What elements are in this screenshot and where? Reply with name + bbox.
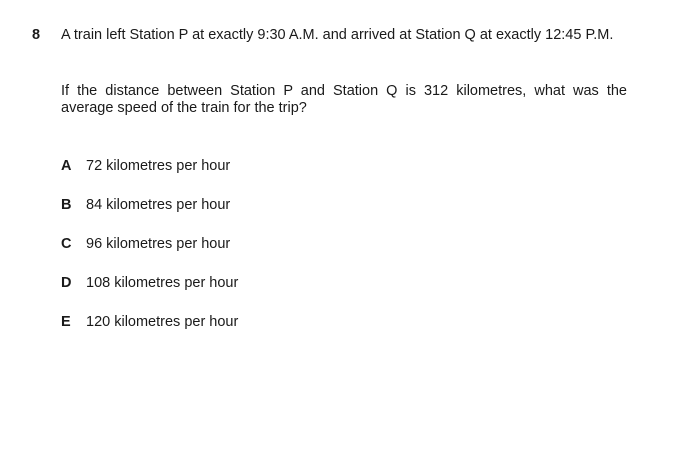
question-number: 8 [32,27,41,43]
option-c[interactable] [61,236,238,275]
question-stem: A train left Station P at exactly 9:30 A.M. and arrived at Station Q at exactly 12:45 P.M. [61,27,614,43]
answer-options [61,158,238,353]
option-a[interactable] [61,158,238,197]
option-text: 120 kilometres per hour [86,314,239,330]
option-text: 108 kilometres per hour [86,275,239,291]
option-e[interactable] [61,314,238,353]
option-d[interactable] [61,275,238,314]
option-letter: D [61,275,72,291]
option-text: 84 kilometres per hour [86,197,231,213]
option-b[interactable] [61,197,238,236]
option-letter: A [61,158,72,174]
option-letter: C [61,236,72,252]
option-letter: E [61,314,71,330]
option-text: 96 kilometres per hour [86,236,231,252]
question-prompt: If the distance between Station P and Station Q is 312 kilometres, what was the average speed of the train for the trip? [61,83,627,116]
option-letter: B [61,197,72,213]
option-text: 72 kilometres per hour [86,158,231,174]
